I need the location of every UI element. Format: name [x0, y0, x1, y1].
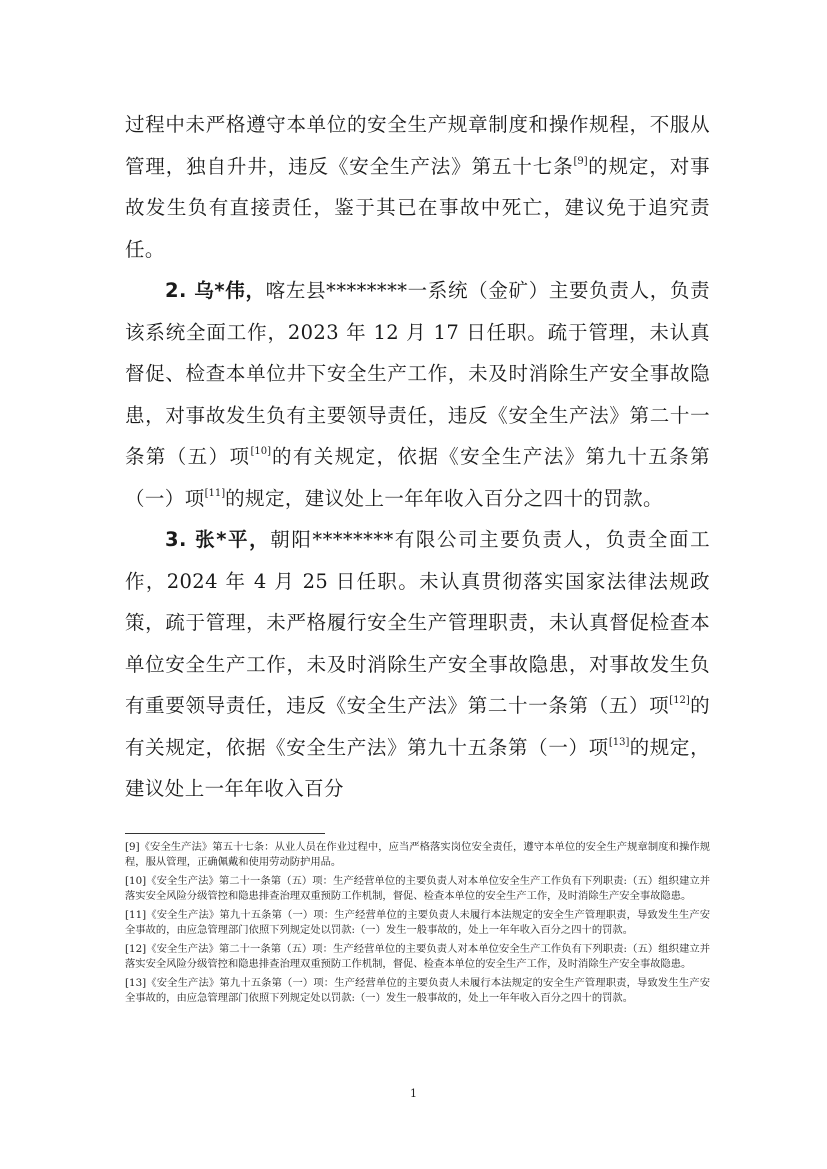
footnote-12: [12]《安全生产法》第二十一条第（五）项：生产经营单位的主要负责人对本单位安全生产工作负有下列职责:（五）组织建立并落实安全风险分级管控和隐患排查治理双重预防工作机制，督促、检查本单位的安全生产工作，及时消除生产安全事故隐患。 [125, 943, 710, 970]
paragraph-1: 过程中未严格遵守本单位的安全生产规章制度和操作规程，不服从管理，独自升井，违反《安全生产法》第五十七条[9]的规定，对事故发生负有直接责任，鉴于其已在事故中死亡，建议免于追究责任。 [125, 113, 710, 261]
footnote-ref-9[interactable]: [9] [573, 155, 588, 167]
paragraph-3: 3. 张*平，朝阳********有限公司主要负责人，负责全面工作，2024 年 4 月 25 日任职。未认真贯彻落实国家法律法规政策，疏于管理，未严格履行安全生产管理职责，未认真督促检查本单位安全生产工作，未及时消除生产安全事故隐患，对事故发生负有重要领导责任，违反《安全生产法》第二十一条第（五）项[12]的有关规定，依据《安全生产法》第九十五条第（一）项[13]的规定，建议处上一年年收入百分 [125, 528, 710, 800]
body-text [125, 104, 710, 810]
footnote-11: [11]《安全生产法》第九十五条第（一）项：生产经营单位的主要负责人未履行本法规定的安全生产管理职责，导致发生生产安全事故的，由应急管理部门依照下列规定处以罚款:（一）发生一般事故的，处上一年年收入百分之四十的罚款。 [125, 909, 710, 936]
footnote-ref-12[interactable]: [12] [669, 695, 690, 706]
footnotes [125, 840, 710, 1010]
footnote-13: [13]《安全生产法》第九十五条第（一）项：生产经营单位的主要负责人未履行本法规定的安全生产管理职责，导致发生生产安全事故的，由应急管理部门依照下列规定处以罚款:（一）发生一般事故的，处上一年年收入百分之四十的罚款。 [125, 977, 710, 1004]
person-name: 3. 张*平， [165, 528, 271, 551]
footnote-ref-11[interactable]: [11] [204, 487, 226, 499]
paragraph-2: 2. 乌*伟，喀左县********一系统（金矿）主要负责人，负责该系统全面工作，2023 年 12 月 17 日任职。疏于管理，未认真督促、检查本单位井下安全生产工作，未及时消除生产安全事故隐患，对事故发生负有主要领导责任，违反《安全生产法》第二十一条第（五）项[10]的有关规定，依据《安全生产法》第九十五条第（一）项[11]的规定，建议处上一年年收入百分之四十的罚款。 [125, 279, 710, 510]
person-name: 2. 乌*伟， [165, 279, 266, 302]
footnote-separator [125, 833, 325, 834]
footnote-10: [10]《安全生产法》第二十一条第（五）项：生产经营单位的主要负责人对本单位安全生产工作负有下列职责:（五）组织建立并落实安全风险分级管控和隐患排查治理双重预防工作机制，督促、检查本单位的安全生产工作，及时消除生产安全事故隐患。 [125, 875, 710, 902]
page-number: 1 [410, 1087, 417, 1100]
footnote-ref-13[interactable]: [13] [608, 736, 630, 748]
footnote-9: [9]《安全生产法》第五十七条：从业人员在作业过程中，应当严格落实岗位安全责任，遵守本单位的安全生产规章制度和操作规程，服从管理，正确佩戴和使用劳动防护用品。 [125, 841, 710, 868]
footnote-ref-10[interactable]: [10] [250, 446, 271, 457]
